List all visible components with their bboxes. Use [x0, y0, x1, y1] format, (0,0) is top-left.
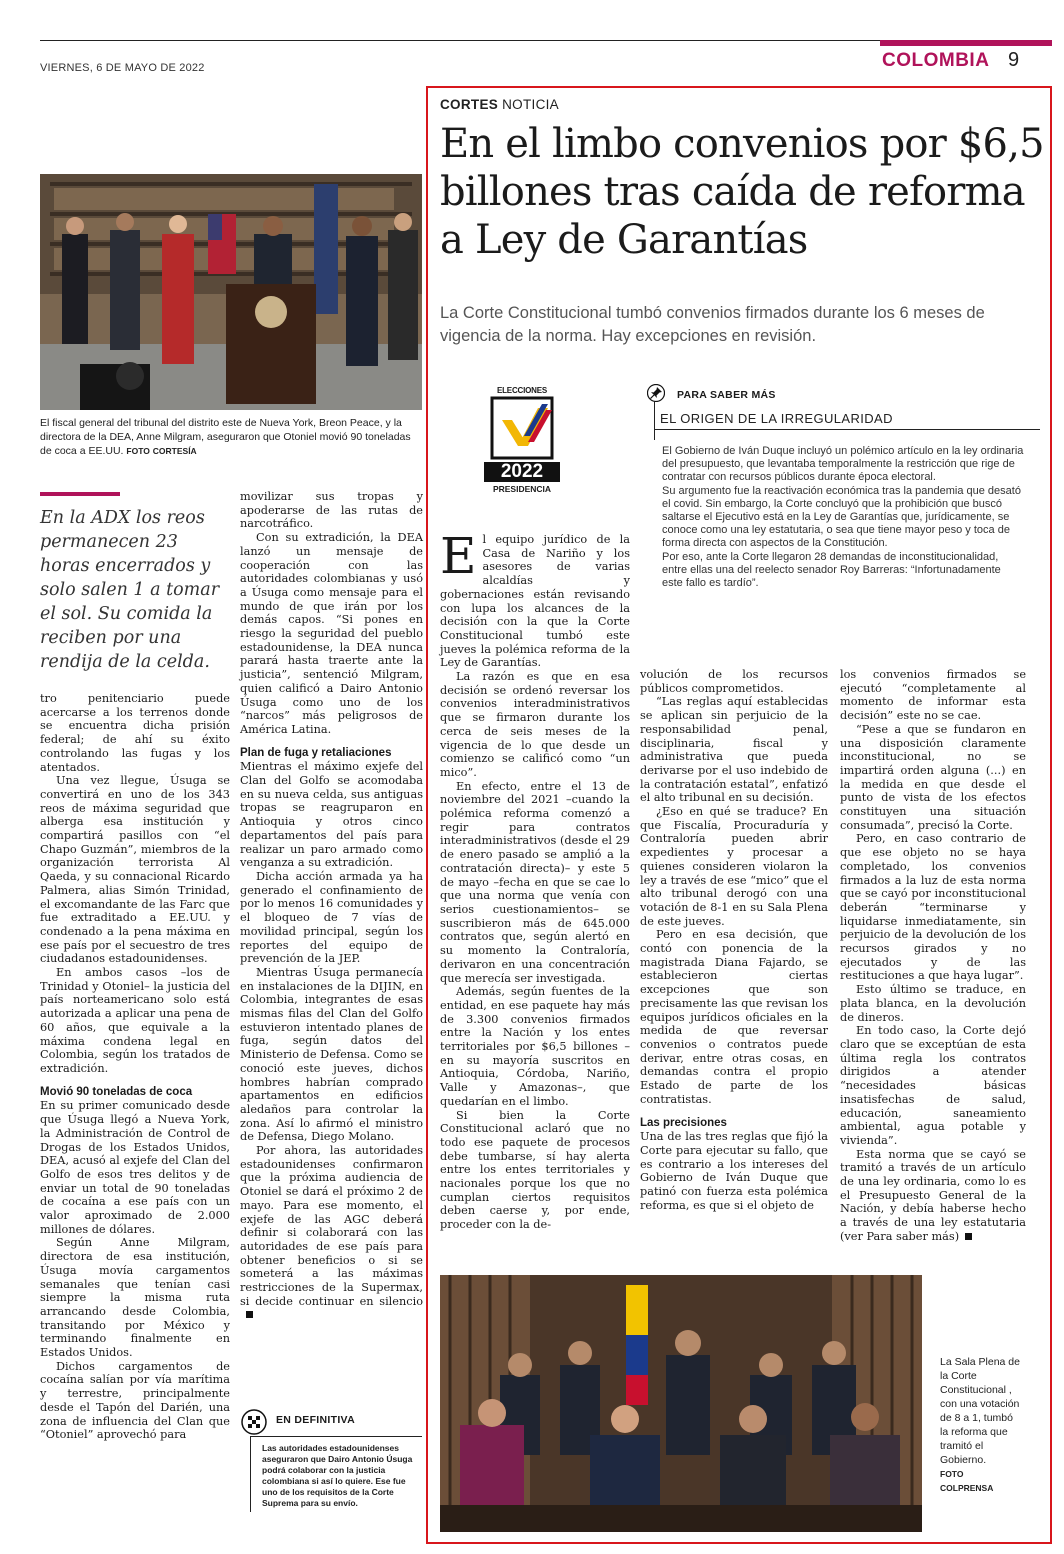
paragraph: Esto último se traduce, en plata blanca, en la devolución de dineros. — [840, 983, 1026, 1024]
paragraph: Además, según fuentes de la entidad, en ese paquete hay más de 3.300 convenios firmados entre la Nación y los entes territoriales por $6,5 billones –en su mayoría suscritos en Antioquia, Córdoba, Nariño, Valle y Amazonas–, que quedarían en el limbo. — [440, 985, 630, 1108]
left-story-column-2 — [240, 490, 423, 1322]
en-definitiva-text: Las autoridades estadounidenses aseguraron que Dairo Antonio Úsuga podrá colaborar con la justicia colombiana si así lo quiere. Ese fue uno de los requisitos de la Corte Suprema para su envío. — [262, 1443, 413, 1508]
photo1-credit: CORTESÍA — [152, 446, 197, 456]
paragraph: En su primer comunicado desde que Úsuga llegó a Nueva York, la Administración de Control de Drogas de los Estados Unidos, DEA, acusó al exjefe del Clan del Golfo de esos tres delitos y de enviar un total de 90 toneladas de cocaína a ese país con un valor aproximado de 2.000 millones de dólares. — [40, 1099, 230, 1236]
article-column-2 — [640, 668, 828, 1212]
paragraph — [240, 1144, 423, 1322]
subheading: Las precisiones — [640, 1116, 727, 1129]
elecciones-2022-logo — [484, 386, 560, 502]
paragraph: En efecto, entre el 13 de noviembre del 2021 –cuando la polémica reforma comenzó a regir para contratos interadministrativos (desde el 29 de enero pasado se amplió a la contratación directa)– y este 5 de mayo –fecha en que se cae lo que una norma que venía con serios cuestionamientos– se suscribieron más de 645.000 contratos que, según alertó en su momento la Contraloría, derivaron en una concentración que merecía ser investigada. — [440, 779, 630, 985]
para-saber-mas-vertical-rule — [654, 402, 655, 440]
paragraph: Su argumento fue la reactivación económica tras la pandemia que desató el covid. Sin embargo, la Corte concluyó que la prohibición que buscó saltarse el Ejecutivo está en la Ley de Garantías que, jurídicamente, se conoce como una ley estatutaria, o sea que tiene mayor peso y toca de forma directa con aspectos de la Constitución. — [662, 484, 1021, 550]
pullquote-rule — [40, 492, 120, 496]
photo1-caption-text: El fiscal general del tribunal del distrito este de Nueva York, Breon Peace, y la directora de la DEA, Anne Milgram, aseguraron que Otoniel movió 90 toneladas de coca a EE.UU. — [40, 417, 411, 457]
logo-title: ELECCIONES — [496, 386, 547, 395]
paragraph: La razón es que en esa decisión se ordenó reversar los convenios interadministrativos que se firmaron durante los cerca de seis meses de la vigencia de lo que desde un comienzo se calificó como “un mico”. — [440, 670, 630, 779]
paragraph: volución de los recursos públicos comprometidos. — [640, 668, 828, 695]
drop-cap: E — [440, 527, 477, 585]
paragraph: Con su extradición, la DEA lanzó un mensaje de cooperación con las autoridades colombianas y usó a Úsuga como mensaje para el mundo de que irán por los demás capos. “Si pones en riesgo la seguridad del pueblo estadounidense, la DEA nunca parará hasta traerte ante la justicia”, sentenció Milgram, quien calificó a Dairo Antonio Úsuga como uno de los “narcos” más peligrosos de América Latina. — [240, 531, 423, 736]
kicker-section: CORTES — [440, 97, 499, 112]
checkered-icon — [241, 1409, 267, 1435]
headline: En el limbo convenios por $6,5 billones tras caída de reforma a Ley de Garantías — [440, 121, 1044, 263]
page-number: 9 — [1008, 49, 1020, 71]
photo2-caption-text: La Sala Plena de la Corte Constitucional , con una votación de 8 a 1, tumbó la reforma que tramitó el Gobierno. — [940, 1356, 1020, 1466]
paragraph-text: Esta norma que se cayó se tramitó a través de un artículo de una ley ordinaria, como lo es el Presupuesto General de la Nación, y debía haberse hecho a través de una ley estatutaria (ver Para saber más) — [840, 1147, 1026, 1243]
paragraph: Mientras Úsuga permanecía en instalaciones de la DIJIN, en Colombia, integrantes de esas mismas filas del Clan del Golfo estuvieron intentado planes de fuga, según datos del Ministerio de Defensa. Como se conoció este jueves, dichos hombres habrían comprado apartamentos en edificios aledaños para controlar la zona. Así lo afirmó el ministro de Defensa, Diego Molano. — [240, 965, 423, 1144]
dea-press-conference-photo — [40, 174, 422, 410]
logo-subtitle: PRESIDENCIA — [492, 484, 552, 494]
deck: La Corte Constitucional tumbó convenios firmados durante los 6 meses de vigencia de la norma. Hay excepciones en revisión. — [440, 304, 985, 345]
pushpin-icon — [647, 384, 665, 402]
photo2-caption — [940, 1355, 1024, 1495]
para-saber-mas-text — [662, 445, 1024, 590]
para-saber-mas-rule — [654, 429, 1040, 430]
photo1-credit-label: FOTO — [126, 446, 150, 456]
pullquote: En la ADX los reos permanecen 23 horas encerrados y solo salen 1 a tomar el sol. Su comida la reciben por una rendija de la celda. — [40, 508, 220, 672]
paragraph-text: Por ahora, las autoridades estadounidenses confirmaron que la próxima audiencia de Otoniel se dará el próximo 2 de mayo. Para ese momento, el exjefe de las AGC deberá definir si colaborará con las autoridades de ese país para obtener beneficios o si se someterá a las máximas restricciones de la Supermax, si decide continuar en silencio — [240, 1144, 423, 1308]
photo2-credit-label: FOTO — [940, 1469, 964, 1479]
left-story-column-1 — [40, 692, 230, 1442]
photo1-caption — [40, 416, 424, 458]
end-mark-icon — [246, 1311, 253, 1318]
page-date: VIERNES, 6 DE MAYO DE 2022 — [40, 62, 205, 74]
en-definitiva-title: EN DEFINITIVA — [276, 1414, 355, 1426]
paragraph: Una de las tres reglas que fijó la Corte para ejecutar su fallo, que es contrario a los intereses del Gobierno de Iván Duque que patinó con fuerza esta polémica reforma, es que si el objeto de — [640, 1130, 828, 1212]
para-saber-mas-subtitle: EL ORIGEN DE LA IRREGULARIDAD — [660, 411, 893, 426]
paragraph — [840, 1148, 1026, 1244]
section-color-bar — [880, 40, 1052, 46]
ballot-check-icon — [490, 396, 554, 460]
corte-sala-plena-photo — [440, 1275, 922, 1532]
en-definitiva-vertical-rule — [250, 1436, 251, 1512]
logo-year: 2022 — [484, 462, 560, 482]
paragraph: Pero, en caso contrario de que ese objeto no se haya completado, los convenios firmados a la luz de esta norma que se cayó por inconstitucional deberán “terminarse y liquidarse inmediatamente, sin perjuicio de la devolución de los recursos girados y no ejecutados y de las restituciones a que haya lugar”. — [840, 832, 1026, 983]
paragraph: ¿Eso en qué se traduce? En que Fiscalía, Procuraduría y Contraloría pueden abrir expedientes y procesar a quienes consideren violaron la ley a través de ese “mico” que el alto tribunal derogó con una votación de 8-1 en su Sala Plena de este jueves. — [640, 805, 828, 928]
subheading: Plan de fuga y retaliaciones — [240, 746, 392, 759]
paragraph: movilizar sus tropas y apoderarse de las rutas de narcotráfico. — [240, 490, 423, 531]
para-saber-mas-title: PARA SABER MÁS — [677, 389, 776, 401]
paragraph: Pero en esa decisión, que contó con ponencia de la magistrada Diana Fajardo, se establecieron ciertas excepciones que son precisamente las que revisan los equipos jurídicos oficiales en la medida de que reversar convenios o contratos puede derivar, entre otras cosas, en demandas contra el propio Estado de parte de los contratistas. — [640, 928, 828, 1106]
court-group-illustration — [440, 1275, 922, 1532]
paragraph: En ambos casos –los de Trinidad y Otoniel– la justicia del país norteamericano solo está autorizada a aplicar una pena de 60 años, que equivale a la máxima condena legal en Colombia, según los tratados de extradición. — [40, 966, 230, 1075]
paragraph: En todo caso, la Corte dejó claro que se exceptúan de esta última regla los contratos dirigidos a atender “necesidades básicas insatisfechas de salud, educación, saneamiento ambiental, agua potable y vivienda”. — [840, 1024, 1026, 1147]
lead-paragraph — [440, 527, 630, 670]
press-conference-illustration — [40, 174, 422, 410]
paragraph: “Las reglas aquí establecidas se aplican sin perjuicio de la responsabilidad penal, disciplinaria, fiscal y administrativa que pueda derivarse por el uso indebido de la contratación estatal”, enfatizó el alto tribunal en su decisión. — [640, 695, 828, 805]
section-name: COLOMBIA — [882, 50, 990, 71]
paragraph: El Gobierno de Iván Duque incluyó un polémico artículo en la ley ordinaria del presupuesto, que levantaba temporalmente la restricción que rige de contratar con recursos públicos durante época electoral. — [662, 445, 1024, 484]
subheading: Movió 90 toneladas de coca — [40, 1085, 193, 1098]
paragraph: tro penitenciario puede acercarse a los terrenos donde se encuentra dicha prisión federal; de ahí su éxito controlando las fugas y los atentados. — [40, 692, 230, 774]
paragraph: Una vez llegue, Úsuga se convertirá en uno de los 343 reos de máxima seguridad que alberga esa institución y compartirá pasillos con “el Chapo Guzmán”, miembros de la organización terrorista Al Qaeda, y su connacional Ricardo Palmera, alias Simón Trinidad, el excomandante de las Farc que fue extraditado a EE.UU. y condenado a la pena máxima en ese país por el secuestro de tres ciudadanos estadounidenses. — [40, 774, 230, 966]
kicker — [440, 97, 559, 112]
paragraph: Por eso, ante la Corte llegaron 28 demandas de inconstitucionalidad, entre ellas una del reelecto senador Roy Barreras: “Infortunadamente este fallo es tardío”. — [662, 550, 1001, 590]
paragraph: los convenios firmados se ejecutó “completamente al momento de informar esta decisión” este no se cae. — [840, 668, 1026, 723]
article-column-1 — [440, 527, 630, 1232]
end-mark-icon — [965, 1233, 972, 1240]
paragraph: Mientras el máximo exjefe del Clan del Golfo se acomodaba en su nueva celda, sus antiguas tropas se reagruparon en Antioquia y otros cinco departamentos del país para realizar un paro armado como venganza a su extradición. — [240, 760, 423, 870]
paragraph: Dichos cargamentos de cocaína salían por vía marítima y terrestre, principalmente desde el Tapón del Darién, una zona de influencia del Clan que “Otoniel” aprovechó para — [40, 1359, 230, 1442]
en-definitiva-rule — [250, 1436, 422, 1437]
article-column-3 — [840, 668, 1026, 1244]
lead-text: l equipo jurídico de la Casa de Nariño y los asesores de varias alcaldías y gobernaciones están revisando con lupa los alcances de la decisión con la que la Corte Constitucional tumbó este jueves la polémica reforma de la Ley de Garantías. — [440, 533, 630, 670]
paragraph: Según Anne Milgram, directora de esa institución, Úsuga movía cargamentos semanales que tenían casi siempre la misma ruta arrancando desde Colombia, transitando por México y terminando finalmente en Estados Unidos. — [40, 1236, 230, 1360]
paragraph: “Pese a que se fundaron en una disposición claramente inconstitucional, no se impartirá orden alguna (...) en la medida en que desde el punto de vista de los efectos constituyen una situación consumada”, precisó la Corte. — [840, 722, 1026, 832]
kicker-type: NOTICIA — [502, 97, 559, 112]
photo2-credit: COLPRENSA — [940, 1483, 994, 1493]
paragraph: Dicha acción armada ya ha generado el confinamiento de por lo menos 16 comunidades y el bloqueo de 7 vías de movilidad principal, según los reportes del equipo de prevención de la JEP. — [240, 869, 423, 966]
paragraph: Si bien la Corte Constitucional aclaró que no todo ese paquete de procesos debe tumbarse, sí hay alerta entre los entes territoriales y nacionales porque los que no cumplan ciertos requisitos deben caerse y, por ende, proceder con la de- — [440, 1108, 630, 1232]
